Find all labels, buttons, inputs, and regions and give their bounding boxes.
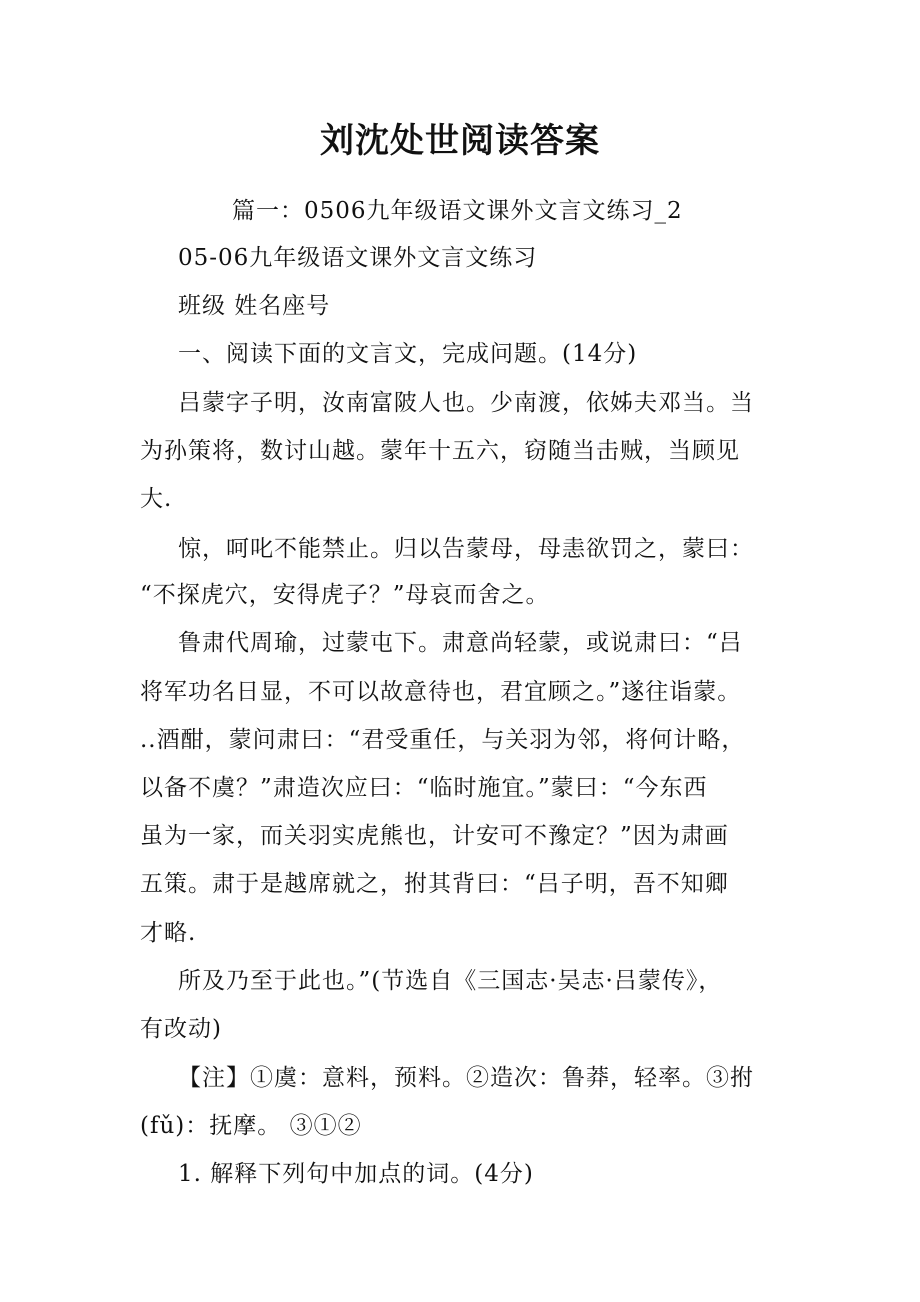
paragraph-line: 吕蒙字子明，汝南富陂人也。少南渡，依姊夫邓当。当 xyxy=(178,390,754,416)
exercise-title: 05-06九年级语文课外文言文练习 xyxy=(178,245,538,271)
paragraph-line: 虽为一家，而关羽实虎熊也，计安可不豫定？”因为肃画 xyxy=(140,823,729,849)
paragraph-line: “不探虎穴，安得虎子？”母哀而舍之。 xyxy=(140,582,550,608)
paragraph-line: 鲁肃代周瑜，过蒙屯下。肃意尚轻蒙，或说肃曰：“吕 xyxy=(178,630,743,656)
question-item: 1. 解释下列句中加点的词。(4分) xyxy=(178,1161,534,1187)
paragraph-line: 大. xyxy=(140,486,173,512)
section-heading: 篇一：0506九年级语文课外文言文练习_2 xyxy=(232,198,683,224)
paragraph-line: 以备不虞？”肃造次应曰：“临时施宜。”蒙曰：“今东西 xyxy=(140,775,708,801)
student-info-line: 班级 姓名座号 xyxy=(178,293,331,319)
question-heading: 一、阅读下面的文言文，完成问题。(14分) xyxy=(178,341,638,367)
paragraph-line: 五策。肃于是越席就之，拊其背曰：“吕子明，吾不知卿 xyxy=(140,871,729,897)
source-citation-line: 有改动) xyxy=(140,1016,222,1042)
source-citation-line: 所及乃至于此也。”(节选自《三国志·吴志·吕蒙传》， xyxy=(178,968,723,994)
paragraph-line: 为孙策将，数讨山越。蒙年十五六，窃随当击贼，当顾见 xyxy=(140,438,740,464)
notes-line: (fǔ)：抚摩。 ③①② xyxy=(140,1113,362,1139)
paragraph-line: 惊，呵叱不能禁止。归以告蒙母，母恚欲罚之，蒙曰： xyxy=(178,536,754,562)
document-title: 刘沈处世阅读答案 xyxy=(320,121,600,161)
paragraph-line: 才略. xyxy=(140,920,197,946)
notes-line: 【注】①虞：意料，预料。②造次：鲁莽，轻率。③拊 xyxy=(178,1065,754,1091)
paragraph-line: ..酒酣，蒙问肃曰：“君受重任，与关羽为邻，将何计略， xyxy=(140,727,746,753)
paragraph-line: 将军功名日显，不可以故意待也，君宜顾之。”遂往诣蒙。 xyxy=(140,679,742,705)
